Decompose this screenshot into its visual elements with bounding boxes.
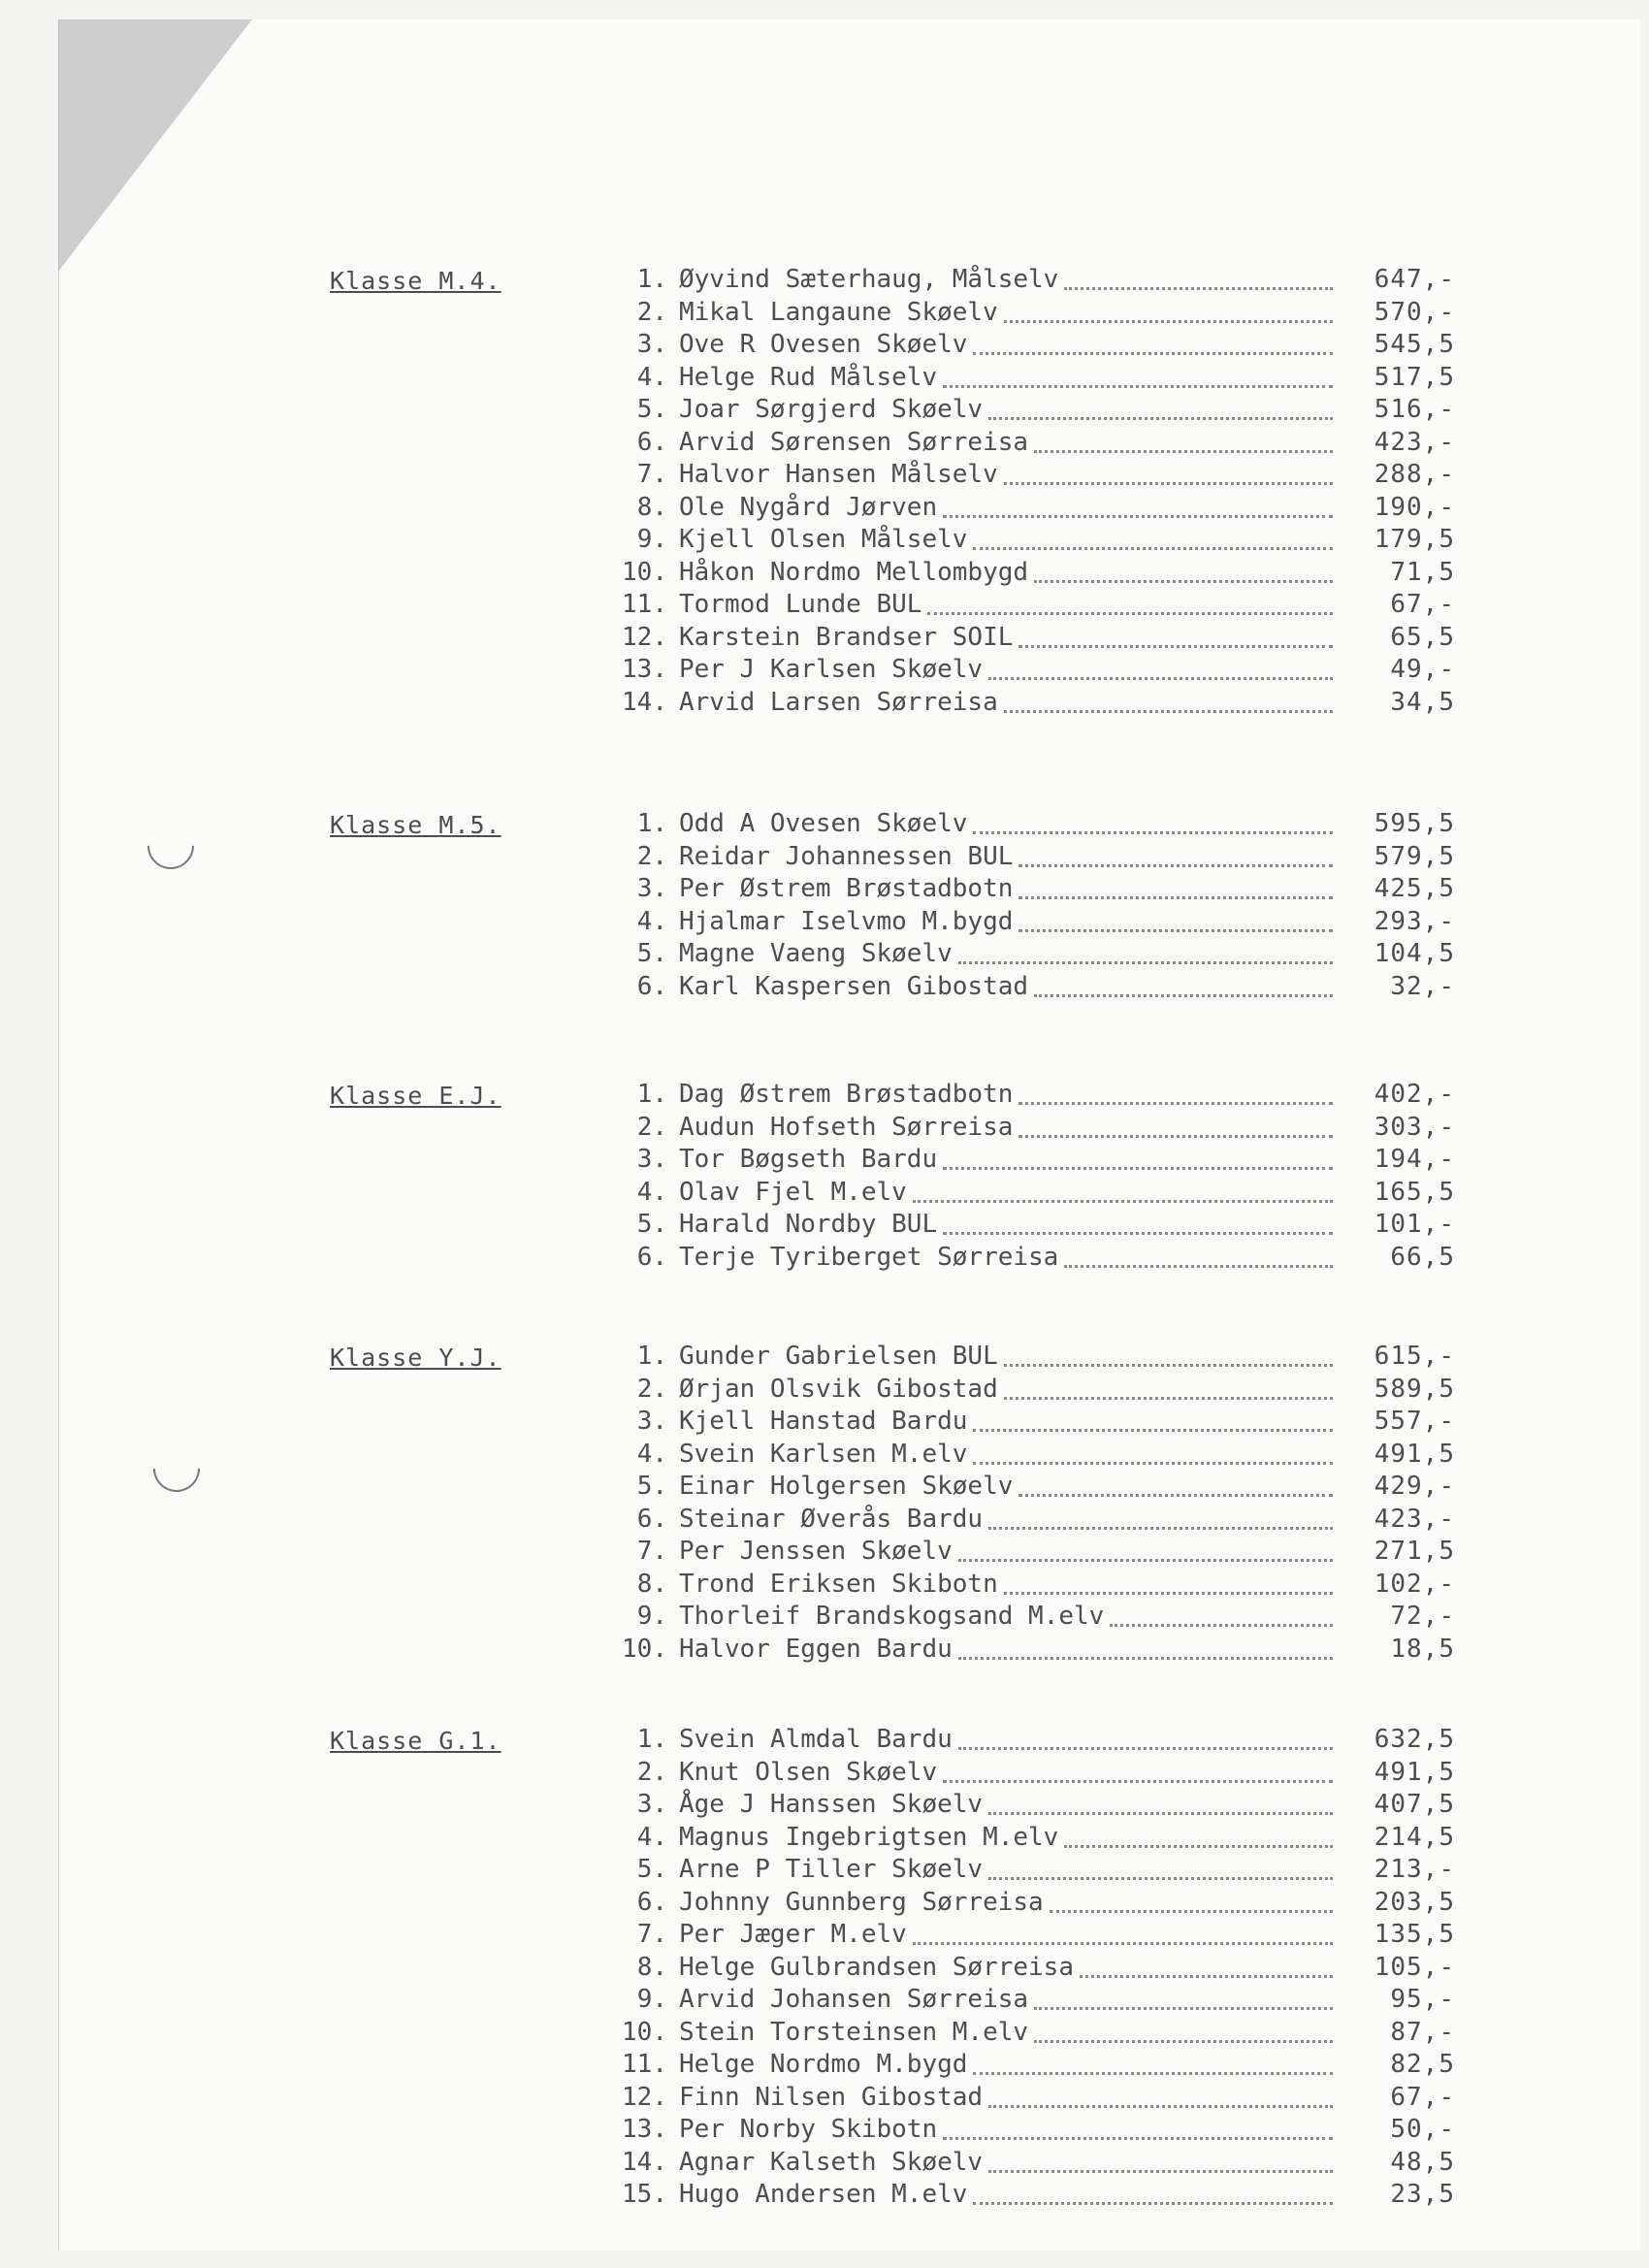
- dot-leader: [943, 2133, 1333, 2140]
- competitor-name: Kjell Olsen Målselv: [679, 525, 968, 554]
- rank-number: 4.: [636, 906, 667, 936]
- dot-leader: [913, 1196, 1333, 1203]
- score-value: 105,-: [1374, 1952, 1455, 1982]
- score-value: 95,-: [1390, 1985, 1455, 2014]
- rank-number: 7.: [636, 460, 667, 489]
- competitor-name: Karstein Brandser SOIL: [679, 622, 1014, 652]
- dot-leader: [1034, 990, 1333, 997]
- dot-leader: [1004, 1588, 1333, 1595]
- result-row: [582, 873, 1455, 905]
- rank-number: 5.: [636, 395, 667, 424]
- score-value: 194,-: [1374, 1145, 1455, 1174]
- dot-leader: [988, 1873, 1333, 1880]
- result-row: [582, 1952, 1455, 1984]
- competitor-name: Steinar Øverås Bardu: [679, 1504, 984, 1534]
- result-row: [582, 329, 1455, 361]
- competitor-name: Agnar Kalseth Skøelv: [679, 2147, 984, 2177]
- competitor-name: Terje Tyriberget Sørreisa: [679, 1242, 1059, 1272]
- rank-number: 6.: [636, 427, 667, 457]
- result-row: [582, 459, 1455, 491]
- dot-leader: [973, 348, 1333, 355]
- competitor-name: Stein Torsteinsen M.elv: [679, 2017, 1029, 2047]
- dot-leader: [988, 2166, 1333, 2173]
- competitor-name: Svein Almdal Bardu: [679, 1725, 953, 1754]
- result-row: [582, 1374, 1455, 1406]
- dot-leader: [973, 1425, 1333, 1432]
- rank-number: 14.: [622, 687, 667, 717]
- result-row: [582, 1789, 1455, 1821]
- rank-number: 4.: [636, 1439, 667, 1469]
- competitor-name: Arne P Tiller Skøelv: [679, 1855, 984, 1884]
- dot-leader: [1018, 1131, 1333, 1138]
- competitor-name: Olav Fjel M.elv: [679, 1177, 907, 1207]
- score-value: 32,-: [1390, 971, 1455, 1001]
- dot-leader: [1034, 446, 1333, 453]
- dot-leader: [1034, 2036, 1333, 2043]
- rank-number: 8.: [636, 1569, 667, 1599]
- rank-number: 9.: [636, 1602, 667, 1631]
- rank-number: 8.: [636, 492, 667, 522]
- dot-leader: [1004, 316, 1333, 323]
- result-row: [582, 687, 1455, 719]
- result-row: [582, 1887, 1455, 1919]
- result-row: [582, 971, 1455, 1003]
- competitor-name: Håkon Nordmo Mellombygd: [679, 557, 1029, 587]
- competitor-name: Joar Sørgjerd Skøelv: [679, 395, 984, 424]
- dot-leader: [943, 381, 1333, 388]
- dot-leader: [943, 511, 1333, 518]
- rank-number: 6.: [636, 1504, 667, 1534]
- rank-number: 2.: [636, 841, 667, 871]
- score-value: 425,5: [1374, 874, 1455, 903]
- competitor-name: Knut Olsen Skøelv: [679, 1757, 938, 1787]
- dot-leader: [1004, 706, 1333, 713]
- dot-leader: [1018, 1098, 1333, 1105]
- competitor-name: Svein Karlsen M.elv: [679, 1439, 968, 1469]
- competitor-name: Per Norby Skibotn: [679, 2115, 938, 2144]
- rank-number: 7.: [636, 1920, 667, 1949]
- competitor-name: Karl Kaspersen Gibostad: [679, 971, 1029, 1001]
- score-value: 18,5: [1390, 1634, 1455, 1664]
- result-row: [582, 1439, 1455, 1471]
- dot-leader: [988, 1808, 1333, 1815]
- result-row: [582, 2049, 1455, 2081]
- competitor-name: Helge Rud Målselv: [679, 362, 938, 392]
- dot-leader: [988, 673, 1333, 680]
- result-row: [582, 1724, 1455, 1756]
- dot-leader: [988, 2101, 1333, 2108]
- dot-leader: [1064, 1841, 1333, 1848]
- score-value: 101,-: [1374, 1210, 1455, 1239]
- dot-leader: [927, 608, 1333, 615]
- result-row: [582, 1569, 1455, 1601]
- rank-number: 12.: [622, 2082, 667, 2112]
- score-value: 65,5: [1390, 622, 1455, 652]
- dot-leader: [943, 1163, 1333, 1170]
- competitor-name: Arvid Sørensen Sørreisa: [679, 427, 1029, 457]
- dot-leader: [973, 2198, 1333, 2205]
- rank-number: 5.: [636, 1472, 667, 1501]
- rank-number: 10.: [622, 557, 667, 587]
- rank-number: 8.: [636, 1952, 667, 1982]
- rank-number: 12.: [622, 622, 667, 652]
- competitor-name: Halvor Hansen Målselv: [679, 460, 998, 489]
- competitor-name: Per Jæger M.elv: [679, 1920, 907, 1949]
- result-row: [582, 1757, 1455, 1789]
- result-row: [582, 1919, 1455, 1951]
- dot-leader: [958, 1653, 1333, 1660]
- result-row: [582, 297, 1455, 329]
- result-row: [582, 1984, 1455, 2016]
- score-value: 48,5: [1390, 2147, 1455, 2177]
- competitor-name: Arvid Johansen Sørreisa: [679, 1985, 1029, 2014]
- competitor-name: Øyvind Sæterhaug, Målselv: [679, 265, 1059, 294]
- competitor-name: Helge Gulbrandsen Sørreisa: [679, 1952, 1074, 1982]
- dot-leader: [1110, 1620, 1333, 1627]
- rank-number: 9.: [636, 1985, 667, 2014]
- score-value: 82,5: [1390, 2050, 1455, 2079]
- dot-leader: [1018, 892, 1333, 899]
- score-value: 407,5: [1374, 1790, 1455, 1819]
- dot-leader: [943, 1776, 1333, 1783]
- competitor-name: Ove R Ovesen Skøelv: [679, 330, 968, 359]
- rank-number: 6.: [636, 971, 667, 1001]
- score-value: 517,5: [1374, 362, 1455, 392]
- rank-number: 14.: [622, 2147, 667, 2177]
- dot-leader: [913, 1938, 1333, 1945]
- score-value: 66,5: [1390, 1242, 1455, 1272]
- rank-number: 11.: [622, 2050, 667, 2079]
- score-value: 67,-: [1390, 2082, 1455, 2112]
- score-value: 50,-: [1390, 2115, 1455, 2144]
- score-value: 615,-: [1374, 1342, 1455, 1371]
- result-row: [582, 427, 1455, 459]
- folded-corner: [58, 19, 252, 272]
- rank-number: 2.: [636, 1112, 667, 1142]
- dot-leader: [943, 1228, 1333, 1235]
- score-value: 429,-: [1374, 1472, 1455, 1501]
- dot-leader: [973, 827, 1333, 834]
- competitor-name: Ole Nygård Jørven: [679, 492, 938, 522]
- competitor-name: Tormod Lunde BUL: [679, 590, 922, 619]
- dot-leader: [1018, 1490, 1333, 1497]
- competitor-name: Arvid Larsen Sørreisa: [679, 687, 998, 717]
- rank-number: 3.: [636, 1145, 667, 1174]
- score-value: 135,5: [1374, 1920, 1455, 1949]
- result-row: [582, 492, 1455, 524]
- score-value: 71,5: [1390, 557, 1455, 587]
- rank-number: 1.: [636, 265, 667, 294]
- score-value: 491,5: [1374, 1757, 1455, 1787]
- competitor-name: Dag Østrem Brøstadbotn: [679, 1080, 1014, 1109]
- competitor-name: Åge J Hanssen Skøelv: [679, 1790, 984, 1819]
- rank-number: 11.: [622, 590, 667, 619]
- result-row: [582, 2017, 1455, 2049]
- dot-leader: [1004, 1393, 1333, 1400]
- score-value: 214,5: [1374, 1822, 1455, 1852]
- competitor-name: Tor Bøgseth Bardu: [679, 1145, 938, 1174]
- rank-number: 3.: [636, 1790, 667, 1819]
- rank-number: 9.: [636, 525, 667, 554]
- result-row: [582, 2147, 1455, 2179]
- result-row: [582, 589, 1455, 621]
- dot-leader: [1064, 283, 1333, 290]
- score-value: 516,-: [1374, 395, 1455, 424]
- dot-leader: [1004, 1360, 1333, 1367]
- dot-leader: [958, 1555, 1333, 1562]
- result-row: [582, 622, 1455, 654]
- score-value: 271,5: [1374, 1537, 1455, 1566]
- competitor-name: Thorleif Brandskogsand M.elv: [679, 1602, 1105, 1631]
- rank-number: 4.: [636, 1177, 667, 1207]
- result-row: [582, 524, 1455, 556]
- rank-number: 4.: [636, 362, 667, 392]
- dot-leader: [958, 957, 1333, 964]
- result-row: [582, 1144, 1455, 1176]
- result-row: [582, 841, 1455, 873]
- score-value: 595,5: [1374, 809, 1455, 838]
- score-value: 303,-: [1374, 1112, 1455, 1142]
- class-heading: Klasse G.1.: [330, 1727, 501, 1755]
- dot-leader: [988, 413, 1333, 420]
- result-row: [582, 362, 1455, 394]
- result-row: [582, 1536, 1455, 1568]
- rank-number: 5.: [636, 1210, 667, 1239]
- result-row: [582, 2179, 1455, 2211]
- rank-number: 5.: [636, 939, 667, 968]
- dot-leader: [1018, 925, 1333, 932]
- result-row: [582, 264, 1455, 296]
- result-row: [582, 808, 1455, 840]
- score-value: 557,-: [1374, 1407, 1455, 1436]
- competitor-name: Per Østrem Brøstadbotn: [679, 874, 1014, 903]
- result-row: [582, 938, 1455, 970]
- dot-leader: [1018, 641, 1333, 648]
- result-row: [582, 1601, 1455, 1633]
- score-value: 23,5: [1390, 2180, 1455, 2209]
- dot-leader: [1034, 576, 1333, 583]
- competitor-name: Hjalmar Iselvmo M.bygd: [679, 906, 1014, 936]
- competitor-name: Audun Hofseth Sørreisa: [679, 1112, 1014, 1142]
- competitor-name: Halvor Eggen Bardu: [679, 1634, 953, 1664]
- dot-leader: [1004, 478, 1333, 485]
- rank-number: 1.: [636, 1725, 667, 1754]
- score-value: 203,5: [1374, 1887, 1455, 1917]
- score-value: 491,5: [1374, 1439, 1455, 1469]
- dot-leader: [1050, 1906, 1333, 1913]
- score-value: 579,5: [1374, 841, 1455, 871]
- competitor-name: Odd A Ovesen Skøelv: [679, 809, 968, 838]
- score-value: 545,5: [1374, 330, 1455, 359]
- rank-number: 1.: [636, 1342, 667, 1371]
- score-value: 589,5: [1374, 1374, 1455, 1404]
- competitor-name: Kjell Hanstad Bardu: [679, 1407, 968, 1436]
- result-row: [582, 1209, 1455, 1241]
- score-value: 67,-: [1390, 590, 1455, 619]
- result-row: [582, 906, 1455, 938]
- dot-leader: [988, 1523, 1333, 1530]
- result-row: [582, 557, 1455, 589]
- rank-number: 1.: [636, 1080, 667, 1109]
- dot-leader: [973, 2068, 1333, 2075]
- dot-leader: [1034, 2003, 1333, 2010]
- competitor-name: Trond Eriksen Skibotn: [679, 1569, 998, 1599]
- dot-leader: [958, 1743, 1333, 1750]
- rank-number: 3.: [636, 330, 667, 359]
- competitor-name: Magne Vaeng Skøelv: [679, 939, 953, 968]
- result-row: [582, 1341, 1455, 1373]
- rank-number: 5.: [636, 1855, 667, 1884]
- competitor-name: Johnny Gunnberg Sørreisa: [679, 1887, 1044, 1917]
- class-heading: Klasse M.4.: [330, 267, 501, 295]
- result-row: [582, 1177, 1455, 1209]
- rank-number: 15.: [622, 2180, 667, 2209]
- competitor-name: Hugo Andersen M.elv: [679, 2180, 968, 2209]
- dot-leader: [1018, 860, 1333, 867]
- competitor-name: Mikal Langaune Skøelv: [679, 297, 998, 327]
- result-row: [582, 1112, 1455, 1144]
- result-row: [582, 1634, 1455, 1666]
- score-value: 102,-: [1374, 1569, 1455, 1599]
- rank-number: 2.: [636, 1757, 667, 1787]
- rank-number: 10.: [622, 1634, 667, 1664]
- competitor-name: Per J Karlsen Skøelv: [679, 655, 984, 684]
- competitor-name: Gunder Gabrielsen BUL: [679, 1342, 998, 1371]
- competitor-name: Einar Holgersen Skøelv: [679, 1472, 1014, 1501]
- result-row: [582, 1504, 1455, 1536]
- dot-leader: [1080, 1971, 1333, 1978]
- score-value: 179,5: [1374, 525, 1455, 554]
- score-value: 49,-: [1390, 655, 1455, 684]
- class-heading: Klasse Y.J.: [330, 1344, 501, 1372]
- competitor-name: Helge Nordmo M.bygd: [679, 2050, 968, 2079]
- rank-number: 6.: [636, 1887, 667, 1917]
- score-value: 632,5: [1374, 1725, 1455, 1754]
- score-value: 213,-: [1374, 1855, 1455, 1884]
- class-heading: Klasse E.J.: [330, 1082, 501, 1110]
- rank-number: 7.: [636, 1537, 667, 1566]
- result-row: [582, 394, 1455, 426]
- score-value: 190,-: [1374, 492, 1455, 522]
- rank-number: 3.: [636, 1407, 667, 1436]
- rank-number: 13.: [622, 655, 667, 684]
- competitor-name: Finn Nilsen Gibostad: [679, 2082, 984, 2112]
- class-heading: Klasse M.5.: [330, 811, 501, 839]
- rank-number: 3.: [636, 874, 667, 903]
- result-row: [582, 1242, 1455, 1274]
- score-value: 34,5: [1390, 687, 1455, 717]
- rank-number: 6.: [636, 1242, 667, 1272]
- rank-number: 1.: [636, 809, 667, 838]
- dot-leader: [973, 543, 1333, 550]
- competitor-name: Magnus Ingebrigtsen M.elv: [679, 1822, 1059, 1852]
- dot-leader: [973, 1458, 1333, 1465]
- dot-leader: [1064, 1261, 1333, 1268]
- score-value: 288,-: [1374, 460, 1455, 489]
- score-value: 72,-: [1390, 1602, 1455, 1631]
- result-row: [582, 1471, 1455, 1503]
- score-value: 647,-: [1374, 265, 1455, 294]
- competitor-name: Reidar Johannessen BUL: [679, 841, 1014, 871]
- score-value: 423,-: [1374, 427, 1455, 457]
- score-value: 570,-: [1374, 297, 1455, 327]
- rank-number: 4.: [636, 1822, 667, 1852]
- result-row: [582, 1822, 1455, 1854]
- result-row: [582, 1079, 1455, 1111]
- score-value: 87,-: [1390, 2017, 1455, 2047]
- competitor-name: Per Jenssen Skøelv: [679, 1537, 953, 1566]
- rank-number: 2.: [636, 1374, 667, 1404]
- competitor-name: Ørjan Olsvik Gibostad: [679, 1374, 998, 1404]
- result-row: [582, 2082, 1455, 2114]
- score-value: 104,5: [1374, 939, 1455, 968]
- result-row: [582, 1406, 1455, 1438]
- competitor-name: Harald Nordby BUL: [679, 1210, 938, 1239]
- score-value: 402,-: [1374, 1080, 1455, 1109]
- result-row: [582, 2114, 1455, 2146]
- score-value: 165,5: [1374, 1177, 1455, 1207]
- rank-number: 10.: [622, 2017, 667, 2047]
- result-row: [582, 654, 1455, 686]
- rank-number: 2.: [636, 297, 667, 327]
- score-value: 423,-: [1374, 1504, 1455, 1534]
- result-row: [582, 1854, 1455, 1886]
- score-value: 293,-: [1374, 906, 1455, 936]
- rank-number: 13.: [622, 2115, 667, 2144]
